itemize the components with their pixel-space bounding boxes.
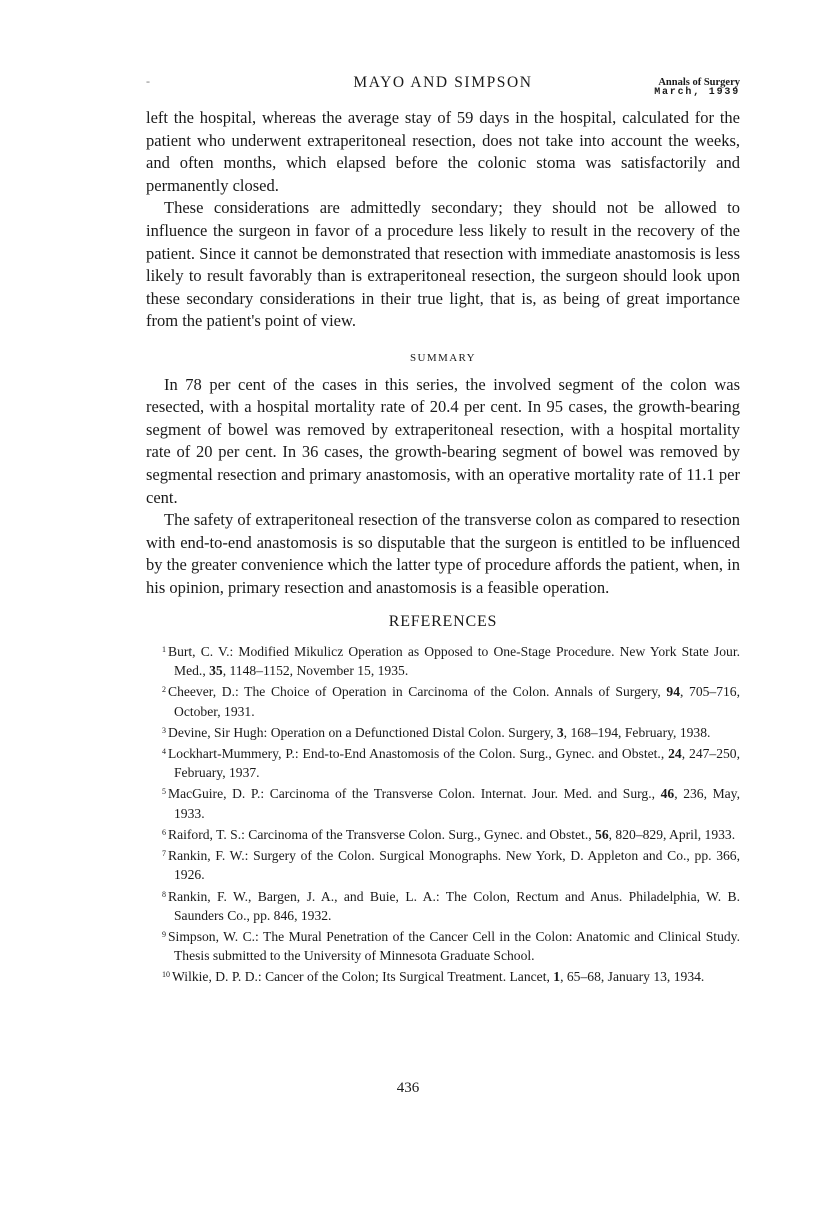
reference-number: 7 [162, 849, 166, 859]
reference-volume: 24 [668, 746, 682, 762]
reference-number: 10 [162, 970, 170, 980]
reference-number: 1 [162, 645, 166, 655]
summary-paragraph: In 78 per cent of the cases in this series, the involved segment of the colon was resected, with a hospital mortality rate of 20.4 per cent. In 95 cases, the growth-bearing segment of bowel was removed by extraperitoneal resection, with a hospital mortality rate of 20 per cent. In 36 cases, the growth-bearing segment of bowel was removed by segmental resection and primary anastomosis, with an operative mortality rate of 11.1 per cent. [146, 374, 740, 507]
reference-number: 5 [162, 787, 166, 797]
journal-name: Annals of Surgery [658, 77, 740, 88]
reference-details: , 247–250, February, 1937. [174, 746, 740, 781]
reference-text: Raiford, T. S.: Carcinoma of the Transverse Colon. Surg., Gynec. and Obstet., [168, 826, 596, 842]
reference-volume: 3 [556, 724, 564, 740]
reference-details: , 1148–1152, November 15, 1935. [222, 663, 409, 679]
reference-number: 4 [162, 747, 166, 757]
reference-item [146, 721, 740, 742]
reference-item [146, 680, 740, 720]
running-title: MAYO AND SIMPSON [353, 74, 533, 91]
reference-number: 6 [162, 827, 166, 837]
reference-text: Devine, Sir Hugh: Operation on a Defunctioned Distal Colon. Surgery, [168, 724, 557, 740]
reference-text: Cheever, D.: The Choice of Operation in Carcinoma of the Colon. Annals of Surgery, [168, 684, 667, 700]
reference-text: MacGuire, D. P.: Carcinoma of the Transverse Colon. Internat. Jour. Med. and Surg., [168, 786, 661, 802]
reference-text: Rankin, F. W.: Surgery of the Colon. Surgical Monographs. New York, D. Appleton and Co., pp. 366, 1926. [168, 848, 740, 883]
paragraph: These considerations are admittedly secondary; they should not be allowed to influence the surgeon in favor of a procedure less likely to result in the recovery of the patient. Since it cannot be demonstrated that resection with immediate anastomosis is less likely to result favorably than is extraperitoneal resection, the surgeon should look upon these secondary considerations in their true light, that is, as being of great importance from the patient's point of view. [146, 198, 740, 331]
reference-details: , 65–68, January 13, 1934. [560, 969, 705, 985]
reference-item [146, 925, 740, 965]
reference-item [146, 742, 740, 782]
header-mark: - [146, 74, 150, 88]
reference-number: 3 [162, 725, 166, 735]
reference-item [146, 823, 740, 844]
paragraph-continued: left the hospital, whereas the average stay of 59 days in the hospital, calculated for the patient who underwent extraperitoneal resection, does not take into account the weeks, and often months, which elapsed before the colonic stoma was satisfactorily and permanently closed. [146, 108, 740, 195]
references-heading: REFERENCES [388, 613, 498, 631]
reference-item [146, 965, 740, 986]
reference-number: 9 [162, 929, 166, 939]
reference-number: 8 [162, 889, 166, 899]
reference-details: , 236, May, 1933. [174, 786, 740, 821]
page-number: 436 [396, 1080, 420, 1096]
reference-text: Wilkie, D. P. D.: Cancer of the Colon; Its Surgical Treatment. Lancet, [172, 969, 554, 985]
reference-item [146, 844, 740, 884]
reference-item [146, 782, 740, 822]
reference-number: 2 [162, 685, 166, 695]
summary-heading: SUMMARY [409, 351, 477, 364]
summary-paragraph: The safety of extraperitoneal resection of the transverse colon as compared to resection with end-to-end anastomosis is so disputable that the surgeon is entitled to be influenced by the greater convenience which the latter type of procedure affords the patient, when, in his opinion, primary resection and anastomosis is a feasible operation. [146, 510, 740, 597]
reference-item [146, 640, 740, 680]
reference-text: Rankin, F. W., Bargen, J. A., and Buie, L. A.: The Colon, Rectum and Anus. Philadelphia, W. B. Saunders Co., pp. 846, 1932. [168, 888, 740, 923]
reference-volume: 94 [666, 684, 680, 700]
reference-volume: 35 [209, 663, 223, 679]
reference-details: , 168–194, February, 1938. [563, 724, 711, 740]
reference-item [146, 885, 740, 925]
journal-info [654, 78, 740, 98]
reference-text: Burt, C. V.: Modified Mikulicz Operation as Opposed to One-Stage Procedure. New York State Jour. Med., [168, 644, 740, 679]
reference-details: , 705–716, October, 1931. [174, 684, 741, 719]
article-body [146, 107, 740, 987]
running-header [146, 74, 740, 104]
reference-volume: 56 [595, 826, 609, 842]
reference-text: Lockhart-Mummery, P.: End-to-End Anastomosis of the Colon. Surg., Gynec. and Obstet., [168, 746, 669, 762]
reference-details: , 820–829, April, 1933. [608, 826, 736, 842]
references-list [146, 640, 740, 986]
reference-text: Simpson, W. C.: The Mural Penetration of the Cancer Cell in the Colon: Anatomic and Clinical Study. Thesis submitted to the University of Minnesota Graduate School. [168, 928, 740, 964]
journal-date: March, 1939 [654, 87, 740, 98]
reference-volume: 46 [660, 786, 675, 802]
reference-volume: 1 [553, 969, 561, 985]
